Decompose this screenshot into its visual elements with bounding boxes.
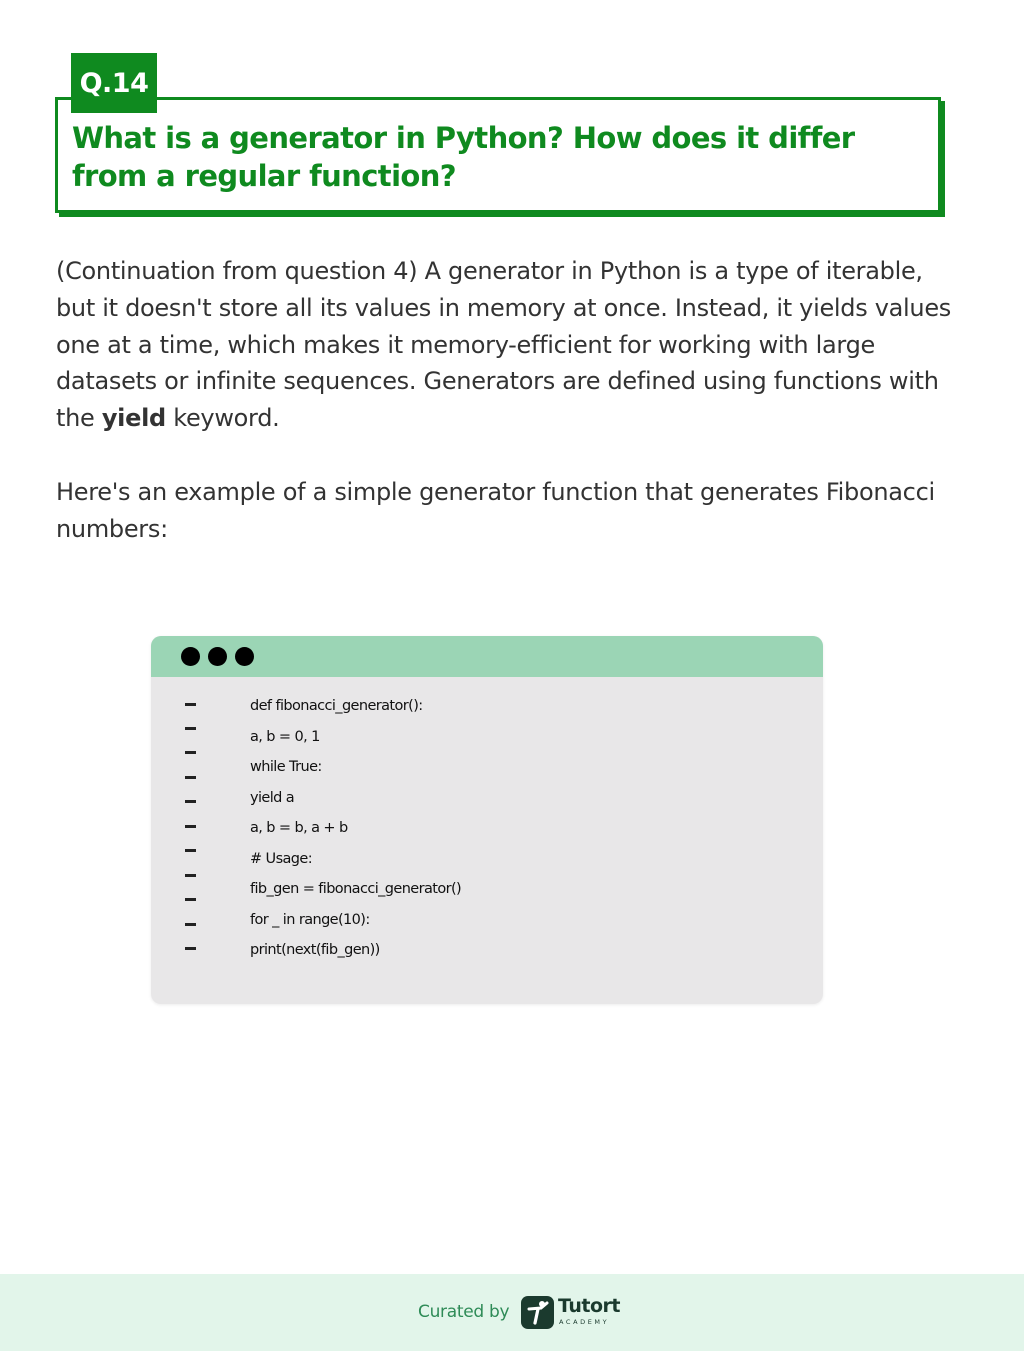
gutter-dash xyxy=(185,727,196,730)
window-dot-icon xyxy=(235,647,254,666)
tutort-figure-icon xyxy=(521,1296,554,1329)
gutter-dash xyxy=(185,898,196,901)
question-title: What is a generator in Python? How does it differ from a regular function? xyxy=(72,121,855,193)
code-line: for _ in range(10): xyxy=(250,912,370,928)
tutort-logo-icon xyxy=(521,1296,554,1329)
example-paragraph: Here's an example of a simple generator function that generates Fibonacci numbers: xyxy=(56,478,935,543)
gutter-dash xyxy=(185,849,196,852)
code-window xyxy=(151,636,823,1004)
code-line: a, b = 0, 1 xyxy=(250,729,320,745)
footer xyxy=(0,1274,1024,1351)
curated-by-label: Curated by xyxy=(418,1302,510,1322)
window-dot-icon xyxy=(181,647,200,666)
code-line: # Usage: xyxy=(250,851,313,867)
brand-name: Tutort xyxy=(558,1295,620,1317)
gutter-dash xyxy=(185,874,196,877)
gutter-dash xyxy=(185,800,196,803)
yield-keyword: yield xyxy=(101,404,166,433)
brand-subtitle: ACADEMY xyxy=(559,1318,610,1326)
intro-text: (Continuation from question 4) A generator in Python is a type of iterable, but it doesn't store all its values in memory at once. Instead, it yields values one at a time, which makes it memory-efficient for working with large datasets or infinite sequences. Generators are defined using functions with the xyxy=(56,257,952,433)
gutter-dash xyxy=(185,776,196,779)
question-number-badge: Q.14 xyxy=(71,53,157,113)
code-line: fib_gen = fibonacci_generator() xyxy=(250,881,462,897)
window-dot-icon xyxy=(208,647,227,666)
code-line: while True: xyxy=(250,759,322,775)
intro-text-end: keyword. xyxy=(165,404,280,433)
gutter-dash xyxy=(185,947,196,950)
code-line: def fibonacci_generator(): xyxy=(250,698,423,714)
code-window-titlebar xyxy=(151,636,823,677)
code-line: yield a xyxy=(250,790,295,806)
gutter-dash xyxy=(185,923,196,926)
intro-paragraph xyxy=(56,253,956,437)
code-line: a, b = b, a + b xyxy=(250,820,348,836)
gutter-dash xyxy=(185,703,196,706)
gutter-dash xyxy=(185,751,196,754)
gutter-dash xyxy=(185,825,196,828)
question-box xyxy=(55,97,941,213)
code-line: print(next(fib_gen)) xyxy=(250,942,380,958)
